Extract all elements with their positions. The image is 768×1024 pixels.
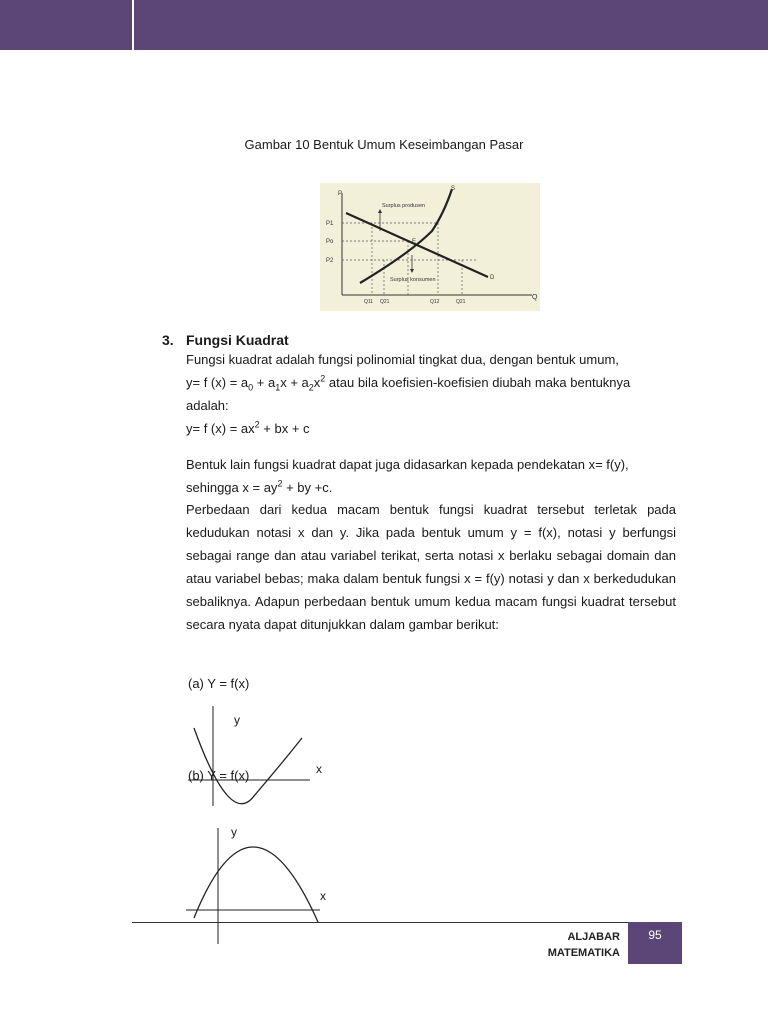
footer-book-title [520,929,620,961]
paragraph-alternative [186,453,676,499]
header-separator [132,0,134,52]
p2-label: P2 [326,258,334,264]
alternative-line-2: sehingga $x = ay^2$ + by +c. [186,478,333,495]
q21-label: Q21 [380,299,390,305]
q22-label: Q21 [456,299,466,305]
alternative-line-1: Bentuk lain fungsi kuadrat dapat juga didasarkan kepada pendekatan x= f(y), [186,457,629,472]
graph-b-y-label: y [231,825,237,839]
difference-text: Perbedaan dari kedua macam bentuk fungsi kuadrat tersebut terletak pada kedudukan notasi x dan y. Jika pada bentuk umum y = f(x), notasi y berfungsi sebagai range dan atau variabel terikat, serta notasi x berlaku sebagai domain dan atau variabel bebas; maka dalam bentuk fungsi x = f(y) notasi y dan x berkedudukan sebaliknya. Adapun perbedaan bentuk umum kedua macam fungsi kuadrat tersebut secara nyata dapat ditunjukkan dalam gambar berikut: [186,502,676,632]
graph-a [180,700,330,810]
graph-b-parabola [194,847,318,922]
market-equilibrium-figure [320,183,540,311]
footer-title-line-1: ALJABAR [567,931,620,943]
q-axis-label: Q [532,294,538,301]
definition-line-1: Fungsi kuadrat adalah fungsi polinomial tingkat dua, dengan bentuk umum, [186,352,619,367]
definition-line-4: y= f $(x) = ax^2$ + bx + c [186,419,310,436]
graph-a-label: (a) Y = f(x) [188,676,250,691]
section-number: 3. [162,332,174,348]
graph-b [180,824,340,948]
supply-label: S [451,186,456,192]
page-number-box [628,922,682,964]
p1-label: P1 [326,221,334,227]
header-band [0,0,768,50]
footer-rule [132,922,682,923]
graph-a-y-label: y [234,713,240,727]
q12-label: Q12 [430,299,440,305]
equilibrium-label: E [412,239,417,245]
page-number: 95 [648,928,662,942]
q11-label: Q11 [364,299,374,305]
surplus-produsen-label: Surplus produsen [382,203,426,209]
paragraph-definition [186,348,676,440]
definition-line-2: y= f $(x) = a_0 + a_1x + a_2x^2$ atau bila koefisien-koefisien diubah maka bentuknya [186,373,631,393]
p-axis-label: P [338,191,343,197]
demand-label: D [490,275,495,281]
section-heading [162,332,289,348]
graph-a-x-label: x [316,762,322,776]
graph-a-parabola [194,728,302,804]
paragraph-difference [186,498,676,636]
footer-title-line-2: MATEMATIKA [547,947,620,959]
p0-label: Po [326,239,334,245]
graph-b-label: (b) Y = f(x) [188,768,250,783]
surplus-konsumen-label: Surplus konsumen [390,277,436,283]
graph-b-x-label: x [320,889,326,903]
figure-caption: Gambar 10 Bentuk Umum Keseimbangan Pasar [244,137,524,152]
section-title: Fungsi Kuadrat [186,332,289,348]
figure-background [320,183,540,311]
definition-line-3: adalah: [186,398,229,413]
